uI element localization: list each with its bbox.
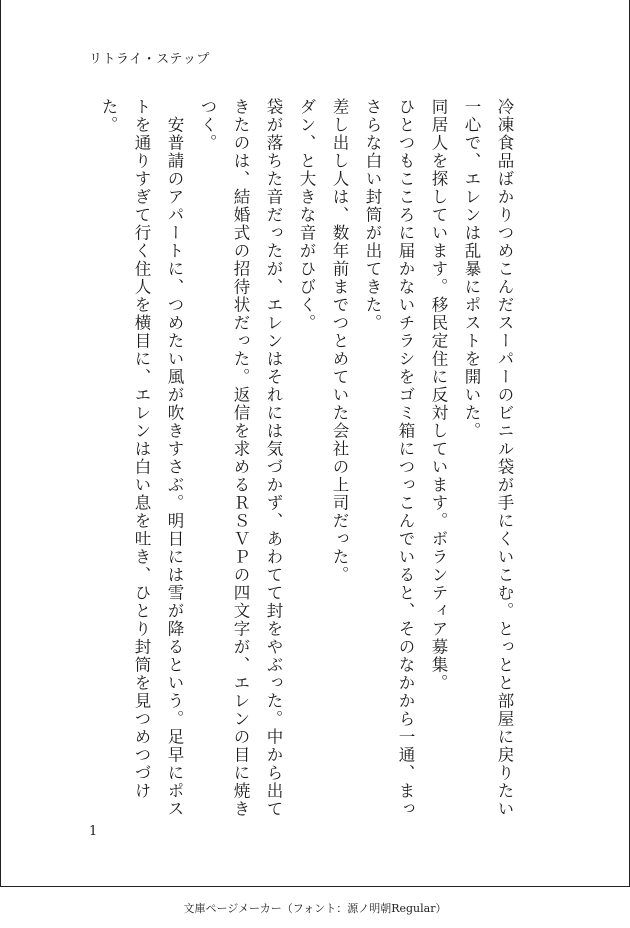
- paragraph: 同居人を探しています。移民定住に反対しています。ボランティア募集。: [429, 98, 448, 692]
- paragraph: 安普請のアパートに、つめたい風が吹きすさぶ。明日には雪が降るという。足早にポストを通りすぎて行く住人を横目に、エレンは白い息を吐き、ひとり封筒を見つめつづけた。: [99, 98, 184, 818]
- page-title: リトライ・ステップ: [89, 52, 210, 67]
- paragraph: ひとつもこころに届かないチラシをゴミ箱につっこんでいると、そのなかから一通、まっさらな白い封筒が出てきた。: [363, 98, 415, 818]
- paragraph: 冷凍食品ばかりつめこんだスーパーのビニル袋が手にくいこむ。とっとと部屋に戻りたい一心で、エレンは乱暴にポストを開いた。: [462, 98, 514, 818]
- body-text: [92, 98, 521, 818]
- footer-credit: 文庫ページメーカー（フォント：源ノ明朝Regular）: [183, 902, 447, 915]
- paragraph: 袋が落ちた音だったが、エレンはそれには気づかず、あわてて封をやぶった。中から出てきたのは、結婚式の招待状だった。返信を求めるＲＳＶＰの四文字が、エレンの目に焼きつく。: [198, 98, 283, 818]
- paragraph: ダン、と大きな音がひびく。: [297, 98, 316, 332]
- page-number: 1: [89, 824, 98, 839]
- paragraph: 差し出し人は、数年前までつとめていた会社の上司だった。: [330, 98, 349, 584]
